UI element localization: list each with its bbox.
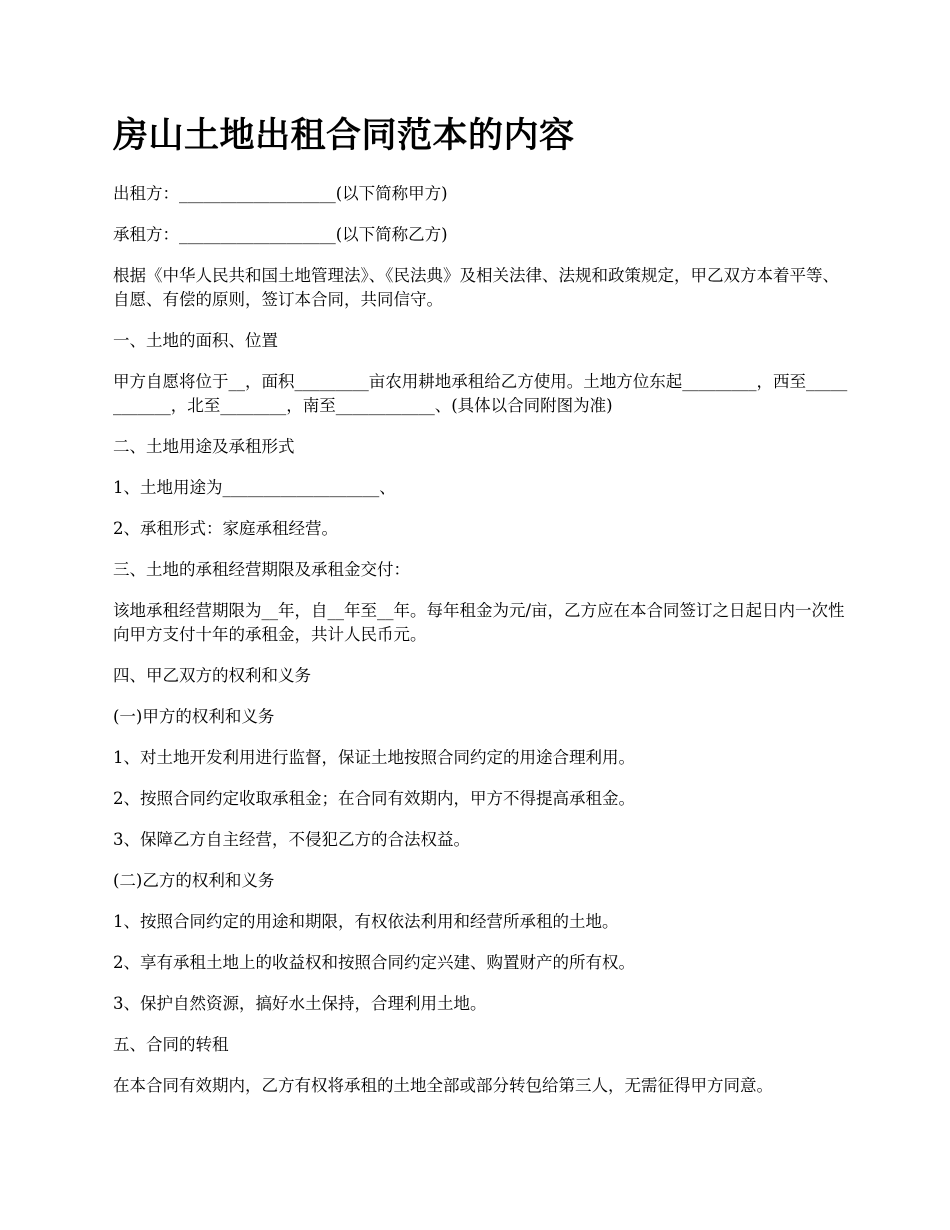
- preamble-paragraph: 根据《中华人民共和国土地管理法》、《民法典》及相关法律、法规和政策规定，甲乙双方本着平等、自愿、有偿的原则，签订本合同，共同信守。: [113, 266, 839, 309]
- land-use-line: 1、土地用途为___________________、: [113, 478, 396, 497]
- party-b-clause-2: 2、享有承租土地上的收益权和按照合同约定兴建、购置财产的所有权。: [113, 953, 635, 972]
- section-heading-5: 五、合同的转租: [113, 1035, 229, 1054]
- sublease-paragraph: 在本合同有效期内，乙方有权将承租的土地全部或部分转包给第三人，无需征得甲方同意。: [113, 1076, 773, 1095]
- lease-term-paragraph: 该地承租经营期限为__年，自__年至__年。每年租金为元/亩，乙方应在本合同签订之日起日内一次性向甲方支付十年的承租金，共计人民币元。: [113, 601, 845, 644]
- section-heading-3: 三、土地的承租经营期限及承租金交付：: [113, 560, 410, 579]
- lessor-line: 出租方：___________________(以下简称甲方): [113, 184, 448, 203]
- lease-form-line: 2、承租形式：家庭承租经营。: [113, 519, 338, 538]
- section-heading-4: 四、甲乙双方的权利和义务: [113, 666, 311, 685]
- party-b-clause-1: 1、按照合同约定的用途和期限，有权依法利用和经营所承租的土地。: [113, 912, 619, 931]
- lessee-line: 承租方：___________________(以下简称乙方): [113, 225, 448, 244]
- subsection-heading-b: (二)乙方的权利和义务: [113, 871, 275, 890]
- party-a-clause-1: 1、对土地开发利用进行监督，保证土地按照合同约定的用途合理利用。: [113, 748, 635, 767]
- section-heading-2: 二、土地用途及承租形式: [113, 437, 295, 456]
- subsection-heading-a: (一)甲方的权利和义务: [113, 707, 275, 726]
- land-location-paragraph: 甲方自愿将位于__，面积_________亩农用耕地承租给乙方使用。土地方位东起_________，西至____________，北至________，南至____________、(具体以合同附图为准): [113, 372, 848, 415]
- party-b-clause-3: 3、保护自然资源，搞好水土保持，合理利用土地。: [113, 994, 487, 1013]
- document-title: 房山土地出租合同范本的内容: [113, 116, 575, 156]
- section-heading-1: 一、土地的面积、位置: [113, 331, 278, 350]
- party-a-clause-3: 3、保障乙方自主经营，不侵犯乙方的合法权益。: [113, 830, 470, 849]
- party-a-clause-2: 2、按照合同约定收取承租金；在合同有效期内，甲方不得提高承租金。: [113, 789, 635, 808]
